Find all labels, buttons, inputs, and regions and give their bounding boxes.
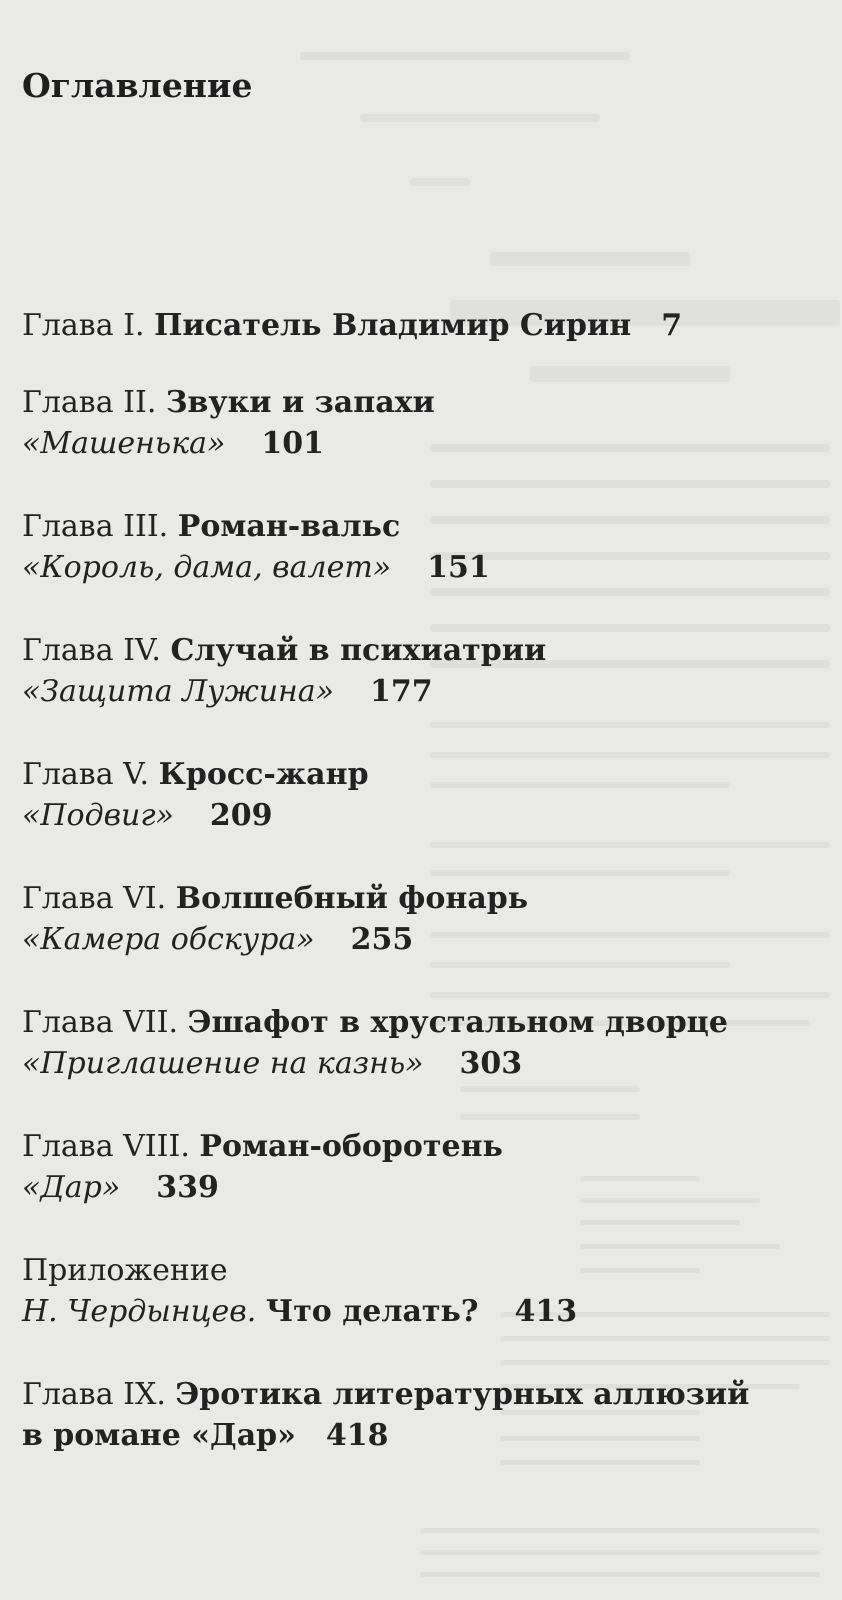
page-number: 413 (514, 1294, 578, 1329)
work-title: «Король, дама, валет» (22, 550, 392, 585)
toc-title: Оглавление (22, 66, 253, 105)
chapter-number: Глава IX. (22, 1377, 166, 1412)
chapter-number: Глава IV. (22, 633, 161, 668)
chapter-number: Глава VII. (22, 1005, 179, 1040)
chapter-name: Роман-оборотень (199, 1129, 503, 1164)
work-title: «Машенька» (22, 426, 226, 461)
chapter-number: Глава III. (22, 509, 169, 544)
chapter-name: Кросс-жанр (158, 757, 369, 792)
toc-entry-2 (22, 382, 435, 464)
appendix-name: Что делать? (265, 1294, 479, 1329)
page-number: 101 (261, 426, 325, 461)
chapter-name: Писатель Владимир Сирин (154, 308, 632, 343)
page-number: 339 (156, 1170, 219, 1205)
page-number: 303 (459, 1046, 523, 1081)
toc-entry-8 (22, 1126, 503, 1208)
chapter-name: Звуки и запахи (165, 385, 435, 420)
chapter-name: Волшебный фонарь (175, 881, 529, 916)
page-number: 151 (427, 550, 490, 585)
toc-entry-3 (22, 506, 490, 588)
table-of-contents-page (22, 0, 822, 1600)
chapter-number: Глава I. (22, 308, 145, 343)
work-title: «Дар» (22, 1170, 121, 1205)
chapter-number: Глава VIII. (22, 1129, 190, 1164)
toc-entry-9 (22, 1374, 749, 1456)
chapter-number: Глава VI. (22, 881, 167, 916)
toc-entry-6 (22, 878, 528, 960)
appendix-author: Н. Чердынцев. (22, 1294, 257, 1329)
work-title: «Приглашение на казнь» (22, 1046, 424, 1081)
page-number: 177 (370, 674, 433, 709)
chapter-name: Случай в психиатрии (170, 633, 547, 668)
chapter-number: Глава II. (22, 385, 157, 420)
toc-entry-4 (22, 630, 546, 712)
work-title: «Камера обскура» (22, 922, 315, 957)
page-number: 255 (350, 922, 414, 957)
toc-entry-1 (22, 305, 682, 346)
toc-entry-7 (22, 1002, 728, 1084)
page-number: 209 (209, 798, 273, 833)
appendix-label: Приложение (22, 1253, 228, 1288)
page-number: 418 (325, 1418, 389, 1453)
toc-entry-5 (22, 754, 369, 836)
work-title: «Подвиг» (22, 798, 174, 833)
chapter-name-line1: Эротика литературных аллюзий (175, 1377, 750, 1412)
page-number: 7 (661, 308, 683, 343)
chapter-name: Роман-вальс (177, 509, 401, 544)
work-title: «Защита Лужина» (22, 674, 335, 709)
chapter-number: Глава V. (22, 757, 150, 792)
chapter-name: Эшафот в хрустальном дворце (187, 1005, 728, 1040)
chapter-name-line2: в романе «Дар» (22, 1418, 296, 1453)
toc-appendix (22, 1250, 577, 1332)
